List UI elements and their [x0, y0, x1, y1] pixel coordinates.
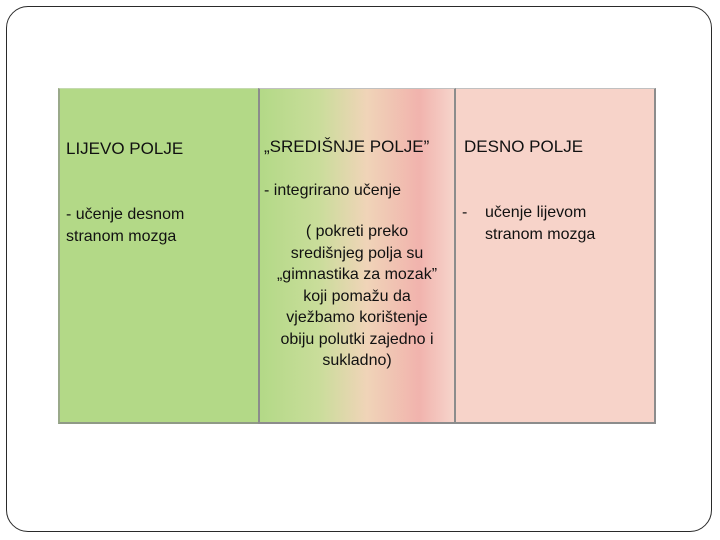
right-panel-line: stranom mozga — [485, 226, 596, 243]
center-panel-line: ( pokreti preko — [305, 223, 409, 240]
center-panel-line: „gimnastika za mozak” — [276, 266, 438, 283]
center-panel-line: koji pomažu da — [303, 287, 411, 305]
left-panel-line: stranom mozga — [66, 228, 177, 245]
right-panel-line: učenje lijevom — [485, 204, 587, 221]
center-panel-title: „SREDIŠNJE POLJE” — [264, 137, 430, 156]
center-panel-line: vježbamo korištenje — [286, 309, 428, 326]
center-panel-body — [259, 221, 455, 372]
left-panel-line: - učenje desnom — [66, 206, 185, 223]
center-panel-line: središnjeg polja su — [290, 244, 424, 262]
center-panel-line: obiju polutki zajedno i — [280, 330, 434, 348]
right-panel-bullet-mark: - — [462, 204, 468, 221]
center-panel-bullet: - integrirano učenje — [264, 182, 401, 199]
right-panel-title: DESNO POLJE — [464, 137, 584, 156]
left-panel-title: LIJEVO POLJE — [66, 139, 184, 158]
center-panel-line: sukladno) — [322, 352, 392, 369]
